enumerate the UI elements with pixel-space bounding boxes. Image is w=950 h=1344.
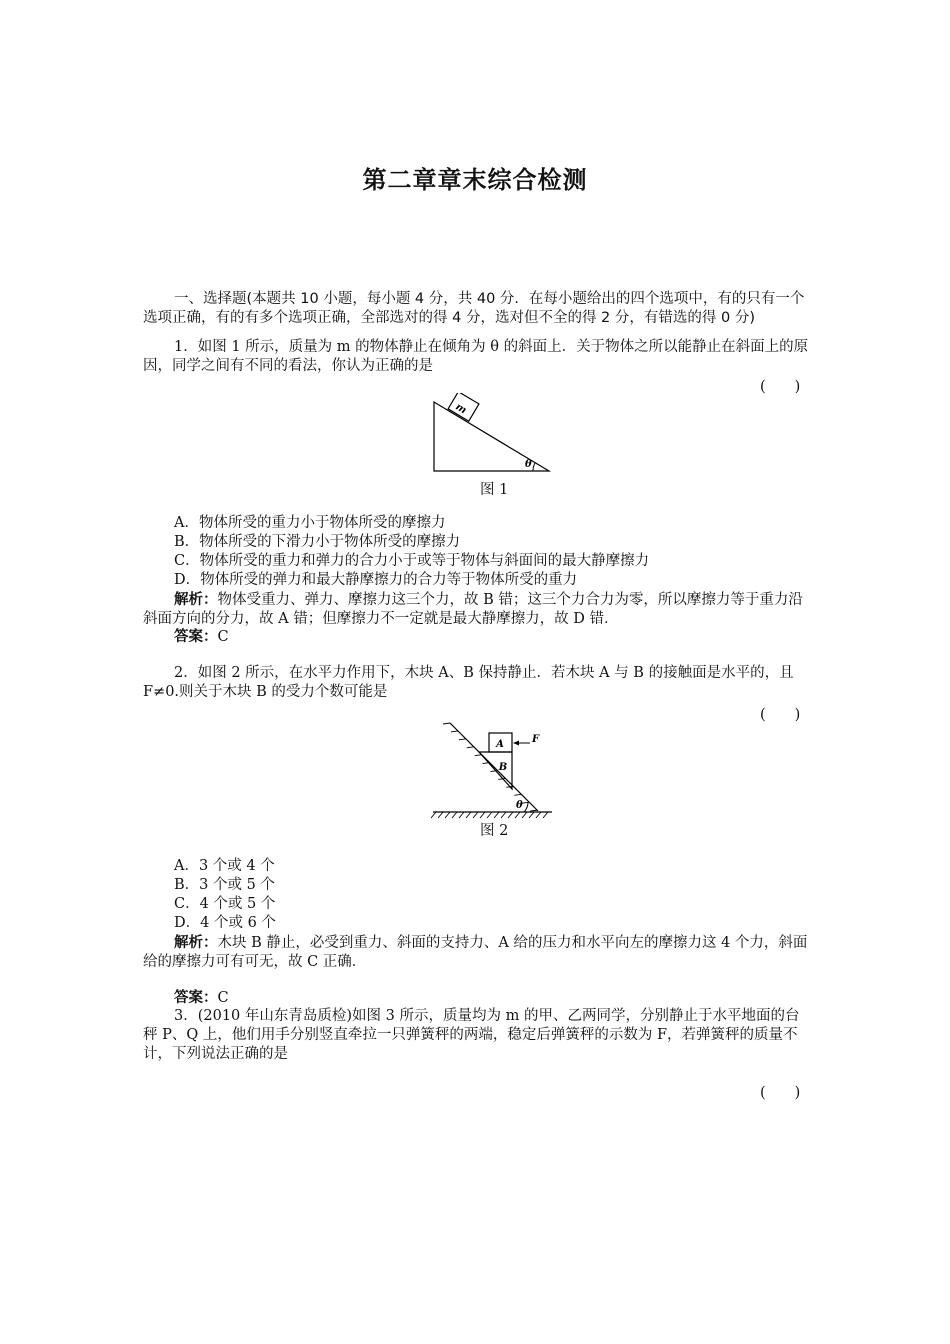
q2-stem: 2．如图 2 所示，在水平力作用下，木块 A、B 保持静止．若木块 A 与 B 的接触面是水平的，且 F≠0.则关于木块 B 的受力个数可能是 (143, 665, 794, 700)
q2-analysis: 解析：木块 B 静止，必受到重力、斜面的支持力、A 给的压力和水平向左的摩擦力这 4 个力，斜面给的摩擦力可有可无，故 C 正确． (143, 934, 808, 970)
q2-answer: 答案：C (174, 989, 229, 1006)
q1-analysis: 解析：物体受重力、弹力、摩擦力这三个力，故 B 错；这三个力合力为零，所以摩擦力等于重力沿斜面方向的分力，故 A 错；但摩擦力不一定就是最大静摩擦力，故 D 错． (143, 591, 803, 627)
section-header: 一、选择题(本题共 10 小题，每小题 4 分，共 40 分．在每小题给出的四个选项中，有的只有一个选项正确，有的有多个选项正确，全部选对的得 4 分，选对但不全的得 2 分，有错选的得 0 分) (143, 291, 805, 326)
q1-stem: 1．如图 1 所示，质量为 m 的物体静止在倾角为 θ 的斜面上．关于物体之所以能静止在斜面上的原因，同学之间有不同的看法，你认为正确的是 (143, 339, 809, 374)
q1-option-d: D．物体所受的弹力和最大静摩擦力的合力等于物体所受的重力 (174, 572, 578, 588)
angle-label: θ (516, 800, 523, 811)
figure-2-blocks (430, 716, 558, 820)
q2-option-c: C．4 个或 5 个 (174, 896, 276, 912)
q2-option-a: A．3 个或 4 个 (174, 858, 275, 874)
q2-option-b: B．3 个或 5 个 (174, 877, 275, 893)
figure-2-caption: 图 2 (480, 823, 509, 839)
figure-1-incline (425, 393, 560, 478)
q1-answer-paren: ( ) (760, 379, 801, 395)
block-b-label: B (498, 762, 508, 773)
q1-answer: 答案：C (174, 628, 229, 645)
figure-1-caption: 图 1 (480, 482, 509, 498)
q1-option-a: A．物体所受的重力小于物体所受的摩擦力 (174, 515, 446, 531)
force-label: F (532, 734, 540, 745)
q3-answer-paren: ( ) (760, 1085, 801, 1101)
q2-option-d: D．4 个或 6 个 (174, 915, 276, 931)
q3-stem: 3．(2010 年山东青岛质检)如图 3 所示，质量均为 m 的甲、乙两同学，分别静止于水平地面的台秤 P、Q 上，他们用手分别竖直牵拉一只弹簧秤的两端，稳定后弹簧秤的示数为 F，若弹簧秤的质量不计，下列说法正确的是 (143, 1008, 800, 1062)
page-title: 第二章章末综合检测 (362, 166, 588, 194)
q1-option-c: C．物体所受的重力和弹力的合力小于或等于物体与斜面间的最大静摩擦力 (174, 553, 650, 569)
force-arrow (513, 741, 519, 746)
ground-hatching (431, 812, 548, 818)
angle-label: θ (525, 459, 532, 470)
q1-option-b: B．物体所受的下滑力小于物体所受的摩擦力 (174, 534, 461, 550)
q2-answer-paren: ( ) (760, 707, 801, 723)
mass-label: m (453, 401, 469, 417)
block-a-label: A (496, 739, 504, 750)
incline-triangle (434, 402, 549, 471)
